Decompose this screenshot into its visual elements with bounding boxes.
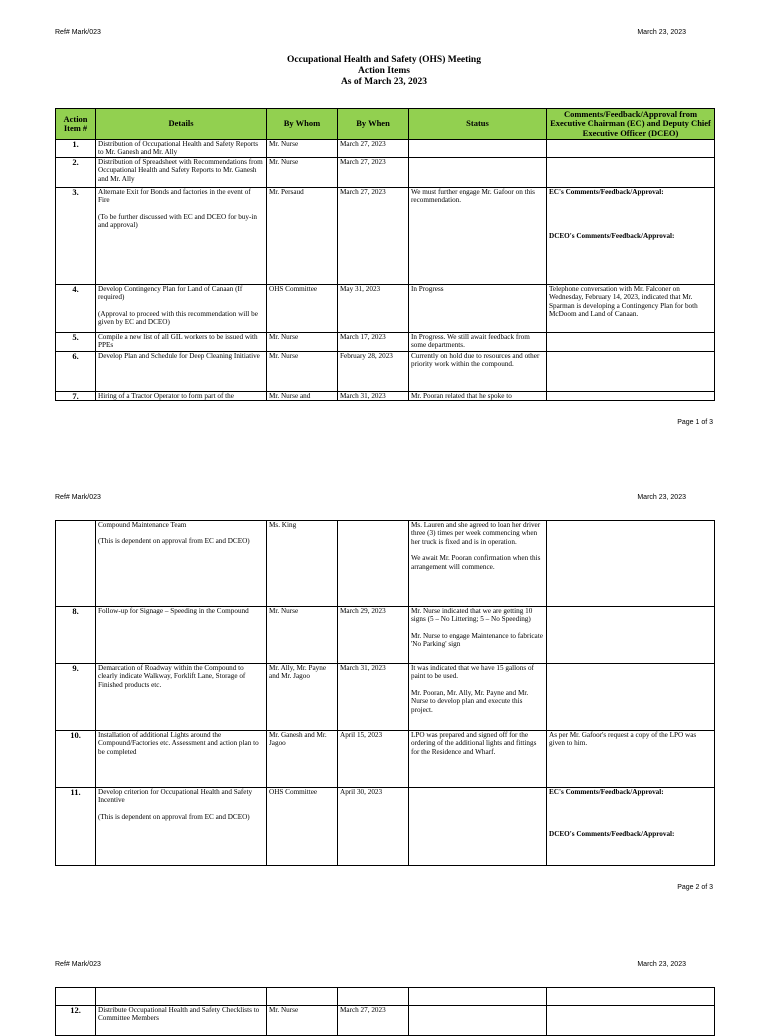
- page3-date: March 23, 2023: [637, 961, 686, 968]
- title-line-1: Occupational Health and Safety (OHS) Meeting: [287, 55, 481, 65]
- item-by-whom: Mr. Nurse: [267, 158, 338, 188]
- dceo-comments-label: DCEO's Comments/Feedback/Approval:: [549, 830, 675, 839]
- item-status-text: Mr. Nurse indicated that we are getting 10 signs (5 – No Littering; 5 – No Speeding): [411, 607, 533, 624]
- item-details-note: (This is dependent on approval from EC and DCEO): [98, 812, 250, 821]
- item-status-note: We await Mr. Pooran confirmation when this arrangement will commence.: [411, 554, 541, 571]
- item-by-whom: Ms. King: [267, 521, 338, 607]
- page2-date: March 23, 2023: [637, 494, 686, 501]
- col-comments: Comments/Feedback/Approval from Executive Chairman (EC) and Deputy Chief Executive Officer (DCEO): [547, 109, 715, 140]
- item-comments: [547, 333, 715, 352]
- page1-ref: Ref# Mark/023: [55, 29, 101, 36]
- ec-comments-label: EC's Comments/Feedback/Approval:: [549, 188, 664, 196]
- item-comments: [547, 607, 715, 664]
- page2-ref: Ref# Mark/023: [55, 494, 101, 501]
- table-row: [56, 188, 715, 285]
- item-comments: [547, 788, 715, 866]
- item-by-when: March 27, 2023: [338, 1006, 409, 1036]
- item-by-whom: Mr. Persaud: [267, 188, 338, 285]
- table-row: [56, 1006, 715, 1036]
- table-row: [56, 352, 715, 392]
- item-status-text: It was indicated that we have 15 gallons of paint to be used.: [411, 664, 534, 681]
- item-number: 1.: [56, 140, 96, 158]
- table-row: [56, 521, 715, 607]
- item-number: 10.: [56, 731, 96, 788]
- item-details: Develop Plan and Schedule for Deep Cleaning Initiative: [96, 352, 267, 392]
- item-by-whom: Mr. Nurse: [267, 140, 338, 158]
- item-by-when: April 15, 2023: [338, 731, 409, 788]
- item-status-note: Mr. Pooran, Mr. Ally, Mr. Payne and Mr. Nurse to develop plan and execute this project.: [411, 688, 529, 714]
- item-comments: [547, 158, 715, 188]
- item-status: LPO was prepared and signed off for the ordering of the additional lights and fittings for the Residence and Wharf.: [409, 731, 547, 788]
- item-details-note: (Approval to proceed with this recommendation will be given by EC and DCEO): [98, 309, 258, 327]
- item-details: Hiring of a Tractor Operator to form part of the: [96, 392, 267, 401]
- table-row: [56, 392, 715, 401]
- item-status: [409, 788, 547, 866]
- document-title: [0, 55, 768, 88]
- table-header-row: [56, 109, 715, 140]
- title-line-2: Action Items: [358, 66, 410, 76]
- item-status: We must further engage Mr. Gafoor on this recommendation.: [409, 188, 547, 285]
- page3-ref: Ref# Mark/023: [55, 961, 101, 968]
- item-status: [409, 664, 547, 731]
- item-by-whom: Mr. Ganesh and Mr. Jagoo: [267, 731, 338, 788]
- item-status: [409, 521, 547, 607]
- action-items-table-page3: [55, 987, 715, 1036]
- item-comments: [547, 521, 715, 607]
- item-by-when: February 28, 2023: [338, 352, 409, 392]
- item-by-whom: Mr. Nurse: [267, 607, 338, 664]
- col-status: Status: [409, 109, 547, 140]
- item-details: [96, 285, 267, 333]
- table-row: [56, 333, 715, 352]
- item-status: [409, 140, 547, 158]
- item-status: In Progress. We still await feedback from some departments.: [409, 333, 547, 352]
- item-number: 12.: [56, 1006, 96, 1036]
- item-number: 5.: [56, 333, 96, 352]
- item-by-whom: Mr. Nurse: [267, 352, 338, 392]
- item-by-whom: OHS Committee: [267, 788, 338, 866]
- item-by-when: March 27, 2023: [338, 140, 409, 158]
- page1-date: March 23, 2023: [637, 29, 686, 36]
- item-details: Installation of additional Lights around the Compound/Factories etc. Assessment and action plan to be completed: [96, 731, 267, 788]
- dceo-comments-label: DCEO's Comments/Feedback/Approval:: [549, 232, 675, 241]
- table-row: [56, 140, 715, 158]
- item-by-when: March 27, 2023: [338, 158, 409, 188]
- item-details-note: (To be further discussed with EC and DCEO for buy-in and approval): [98, 212, 257, 230]
- item-comments: [547, 188, 715, 285]
- col-by-whom: By Whom: [267, 109, 338, 140]
- action-items-table-page2: [55, 520, 715, 866]
- item-status-note: Mr. Nurse to engage Maintenance to fabricate 'No Parking' sign: [411, 631, 543, 649]
- item-details: [96, 188, 267, 285]
- table-row: [56, 664, 715, 731]
- item-status: [409, 607, 547, 664]
- item-by-when: March 31, 2023: [338, 392, 409, 401]
- title-line-3: As of March 23, 2023: [340, 77, 428, 87]
- table-row: [56, 731, 715, 788]
- item-number: 11.: [56, 788, 96, 866]
- item-comments: [547, 664, 715, 731]
- item-comments: [547, 140, 715, 158]
- table-row: [56, 788, 715, 866]
- item-number: 6.: [56, 352, 96, 392]
- ec-comments-label: EC's Comments/Feedback/Approval:: [549, 788, 664, 796]
- item-number: 9.: [56, 664, 96, 731]
- item-number: 3.: [56, 188, 96, 285]
- item-status: Mr. Pooran related that he spoke to: [409, 392, 547, 401]
- item-details-text: Develop Contingency Plan for Land of Canaan (If required): [98, 285, 243, 302]
- action-items-table-page1: [55, 108, 715, 401]
- item-number: 4.: [56, 285, 96, 333]
- item-comments: [547, 1006, 715, 1036]
- item-details-note: (This is dependent on approval from EC and DCEO): [98, 537, 250, 546]
- item-details-text: Develop criterion for Occupational Health and Safety Incentive: [98, 788, 253, 805]
- table-row: [56, 607, 715, 664]
- item-comments: As per Mr. Gafoor's request a copy of the LPO was given to him.: [547, 731, 715, 788]
- item-comments: [547, 352, 715, 392]
- table-row: [56, 285, 715, 333]
- item-by-when: March 29, 2023: [338, 607, 409, 664]
- item-details-text: Alternate Exit for Bonds and factories in the event of Fire: [98, 188, 251, 205]
- item-status: [409, 1006, 547, 1036]
- item-by-when: [338, 521, 409, 607]
- item-comments: Telephone conversation with Mr. Falconer on Wednesday, February 14, 2023, indicated that Mr. Sparman is developing a Contingency Plan for both McDoom and Land of Canaan.: [547, 285, 715, 333]
- item-details: [96, 788, 267, 866]
- item-by-whom: Mr. Nurse: [267, 1006, 338, 1036]
- item-details: Demarcation of Roadway within the Compound to clearly indicate Walkway, Forklift Lane, Storage of Finished products etc.: [96, 664, 267, 731]
- item-number: [56, 521, 96, 607]
- item-by-whom: Mr. Ally, Mr. Payne and Mr. Jagoo: [267, 664, 338, 731]
- item-by-when: March 17, 2023: [338, 333, 409, 352]
- page-number: Page 1 of 3: [677, 419, 713, 426]
- item-by-whom: Mr. Nurse: [267, 333, 338, 352]
- item-status: Currently on hold due to resources and other priority work within the compound.: [409, 352, 547, 392]
- col-action-item: Action Item #: [56, 109, 96, 140]
- item-status: In Progress: [409, 285, 547, 333]
- item-number: 2.: [56, 158, 96, 188]
- item-number: 7.: [56, 392, 96, 401]
- item-status: [409, 158, 547, 188]
- item-by-when: March 31, 2023: [338, 664, 409, 731]
- col-details: Details: [96, 109, 267, 140]
- item-by-when: April 30, 2023: [338, 788, 409, 866]
- item-by-when: March 27, 2023: [338, 188, 409, 285]
- item-comments: [547, 392, 715, 401]
- item-details: Distribution of Spreadsheet with Recommendations from Occupational Health and Safety Reports to Mr. Ganesh and Mr. Ally: [96, 158, 267, 188]
- item-by-when: May 31, 2023: [338, 285, 409, 333]
- table-spacer-row: [56, 988, 715, 1006]
- page-number: Page 2 of 3: [677, 884, 713, 891]
- item-status-text: Ms. Lauren and she agreed to loan her driver three (3) times per week commencing when her truck is fixed and is in operation.: [411, 521, 541, 546]
- table-row: [56, 158, 715, 188]
- item-number: 8.: [56, 607, 96, 664]
- item-by-whom: OHS Committee: [267, 285, 338, 333]
- item-details-text: Compound Maintenance Team: [98, 521, 187, 529]
- item-details: [96, 521, 267, 607]
- item-details: Distribution of Occupational Health and Safety Reports to Mr. Ganesh and Mr. Ally: [96, 140, 267, 158]
- item-details: Follow-up for Signage – Speeding in the Compound: [96, 607, 267, 664]
- col-by-when: By When: [338, 109, 409, 140]
- item-details: Compile a new list of all GIL workers to be issued with PPEs: [96, 333, 267, 352]
- item-details: Distribute Occupational Health and Safety Checklists to Committee Members: [96, 1006, 267, 1036]
- item-by-whom: Mr. Nurse and: [267, 392, 338, 401]
